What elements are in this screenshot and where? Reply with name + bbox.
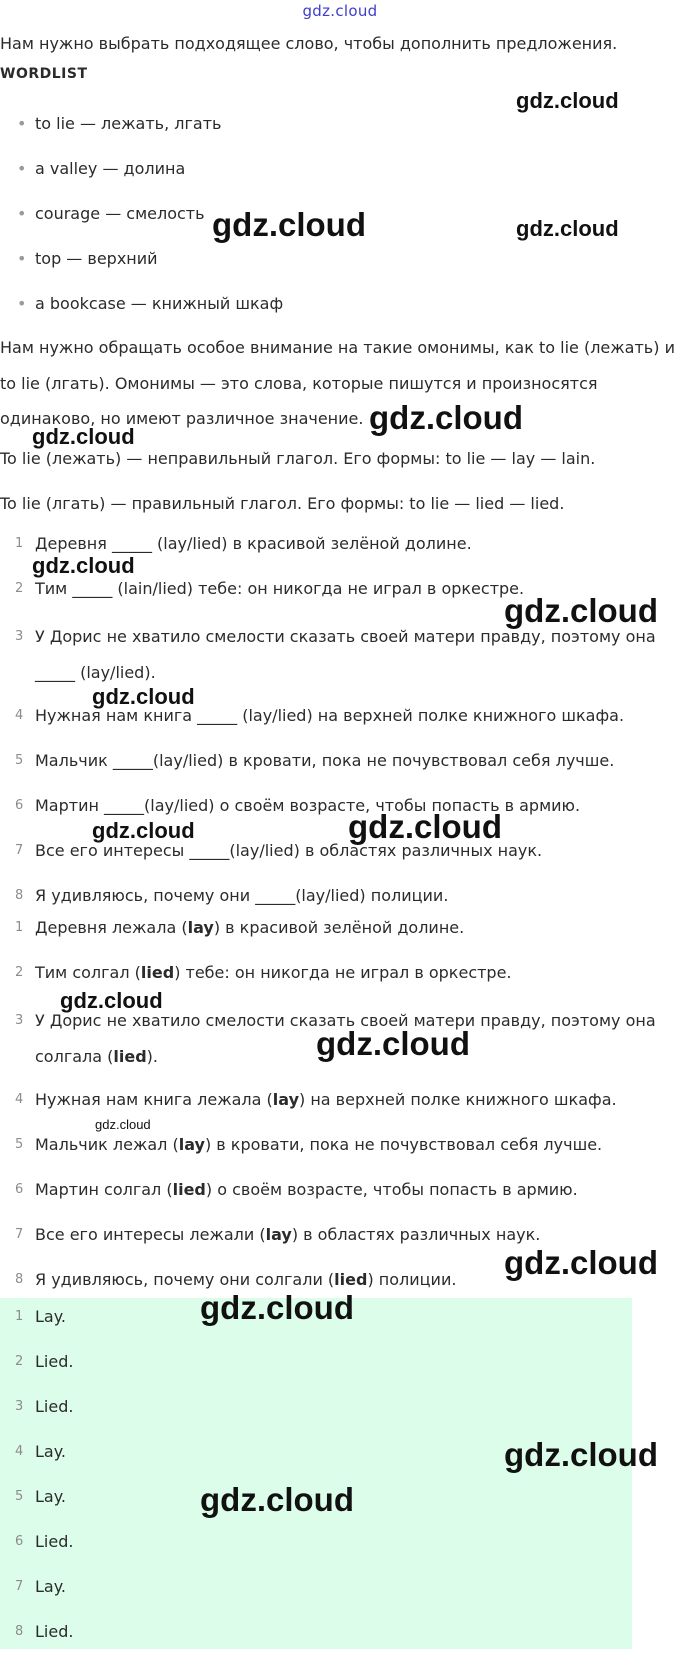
solution-text: ) о своём возрасте, чтобы попасть в армию. — [205, 1180, 578, 1199]
item-number: 2 — [15, 965, 24, 980]
bullet-icon: • — [17, 159, 27, 178]
solution-text: ). — [146, 1046, 158, 1066]
bullet-icon: • — [17, 204, 27, 223]
short-answer-item — [0, 1572, 680, 1602]
watermark: gdz.cloud — [60, 988, 163, 1013]
watermark: gdz.cloud — [516, 88, 619, 113]
short-answer-text: Lay. — [35, 1307, 66, 1326]
watermark: gdz.cloud — [369, 399, 523, 436]
solution-text: Я удивляюсь, почему они солгали ( — [35, 1270, 335, 1289]
watermark: gdz.cloud — [516, 216, 619, 241]
solution-item — [0, 958, 680, 988]
item-number: 2 — [15, 1354, 24, 1369]
intro-text: Нам нужно выбрать подходящее слово, чтобы дополнить предложения. — [0, 34, 618, 53]
solution-answer: lied — [113, 1046, 147, 1066]
short-answer-text: Lied. — [35, 1352, 74, 1371]
item-number: 6 — [15, 1182, 24, 1197]
task-item — [0, 791, 680, 821]
item-number: 7 — [15, 1227, 24, 1242]
item-number: 8 — [15, 1272, 24, 1287]
watermark: gdz.cloud — [32, 553, 135, 578]
solution-answer: lied — [140, 963, 175, 982]
wordlist-item — [0, 154, 283, 199]
short-answer-item — [0, 1347, 680, 1377]
item-number: 6 — [15, 798, 24, 813]
item-number: 2 — [15, 581, 24, 596]
short-answer-text: Lied. — [35, 1397, 74, 1416]
watermark: gdz.cloud — [212, 206, 366, 243]
item-number: 1 — [15, 920, 24, 935]
task-item — [0, 746, 680, 776]
solution-text: Тим солгал ( — [35, 963, 141, 982]
solution-answer: lied — [334, 1270, 368, 1289]
item-number: 7 — [15, 1579, 24, 1594]
item-number: 5 — [15, 1137, 24, 1152]
task-text: Деревня _____ (lay/lied) в красивой зелёной долине. — [35, 534, 472, 553]
solution-item — [0, 1085, 680, 1115]
short-answer-item — [0, 1392, 680, 1422]
item-number: 4 — [15, 1092, 24, 1107]
item-number: 5 — [15, 1489, 24, 1504]
item-number: 3 — [15, 629, 24, 644]
task-text: Мартин _____(lay/lied) о своём возрасте, чтобы попасть в армию. — [35, 796, 581, 815]
rule-lie-lied: To lie (лгать) — правильный глагол. Его формы: to lie — lied — lied. — [0, 494, 565, 513]
solution-answer: lay — [265, 1225, 292, 1244]
watermark: gdz.cloud — [95, 1117, 151, 1132]
watermark: gdz.cloud — [348, 808, 502, 845]
solution-text: ) полиции. — [367, 1270, 457, 1289]
short-answer-text: Lay. — [35, 1487, 66, 1506]
task-text: Все его интересы _____(lay/lied) в областях различных наук. — [35, 841, 543, 860]
watermark: gdz.cloud — [504, 1244, 658, 1281]
item-number: 7 — [15, 843, 24, 858]
solution-text: Все его интересы лежали ( — [35, 1225, 266, 1244]
site-logo[interactable]: gdz.cloud — [302, 2, 378, 20]
watermark: gdz.cloud — [200, 1289, 354, 1326]
short-answer-text: Lied. — [35, 1622, 74, 1641]
solution-item — [0, 1175, 680, 1205]
watermark: gdz.cloud — [32, 424, 135, 449]
wordlist-item — [0, 289, 283, 334]
task-text: Мальчик _____(lay/lied) в кровати, пока не почувствовал себя лучше. — [35, 751, 615, 770]
wordlist-item-text: a bookcase — книжный шкаф — [35, 294, 284, 313]
item-number: 3 — [15, 1013, 24, 1028]
bullet-icon: • — [17, 114, 27, 133]
item-number: 6 — [15, 1534, 24, 1549]
solution-text: ) на верхней полке книжного шкафа. — [299, 1090, 617, 1109]
short-answer-text: Lied. — [35, 1532, 74, 1551]
short-answer-item — [0, 1617, 680, 1647]
wordlist-item-text: top — верхний — [35, 249, 158, 268]
item-number: 4 — [15, 1444, 24, 1459]
short-answer-item — [0, 1527, 680, 1557]
item-number: 1 — [15, 536, 24, 551]
item-number: 8 — [15, 1624, 24, 1639]
task-text: Тим _____ (lain/lied) тебе: он никогда не играл в оркестре. — [35, 579, 525, 598]
watermark: gdz.cloud — [504, 1436, 658, 1473]
item-number: 5 — [15, 753, 24, 768]
watermark: gdz.cloud — [92, 818, 195, 843]
solution-answer: lay — [178, 1135, 205, 1154]
solution-item — [0, 913, 680, 943]
watermark: gdz.cloud — [92, 684, 195, 709]
item-number: 3 — [15, 1399, 24, 1414]
watermark: gdz.cloud — [200, 1481, 354, 1518]
item-number: 8 — [15, 888, 24, 903]
wordlist-item-text: a valley — долина — [35, 159, 186, 178]
watermark: gdz.cloud — [316, 1025, 470, 1062]
solution-text: ) тебе: он никогда не играл в оркестре. — [174, 963, 512, 982]
item-number: 4 — [15, 708, 24, 723]
watermark: gdz.cloud — [504, 592, 658, 629]
solution-text: Деревня лежала ( — [35, 918, 188, 937]
bullet-icon: • — [17, 249, 27, 268]
task-text: Я удивляюсь, почему они _____(lay/lied) полиции. — [35, 886, 449, 905]
task-text: Нужная нам книга _____ (lay/lied) на верхней полке книжного шкафа. — [35, 706, 625, 725]
task-text: У Дорис не хватило смелости сказать своей матери правду, поэтому она _____ (lay/lied). — [35, 627, 656, 682]
solution-answer: lay — [187, 918, 214, 937]
wordlist-heading: WORDLIST — [0, 66, 88, 82]
item-number: 1 — [15, 1309, 24, 1324]
short-answer-text: Lay. — [35, 1442, 66, 1461]
solution-text: ) в красивой зелёной долине. — [213, 918, 465, 937]
solution-text: Мальчик лежал ( — [35, 1135, 179, 1154]
rule-lie-lay: To lie (лежать) — неправильный глагол. Его формы: to lie — lay — lain. — [0, 449, 596, 468]
bullet-icon: • — [17, 294, 27, 313]
wordlist-item — [0, 244, 283, 289]
short-answer-text: Lay. — [35, 1577, 66, 1596]
solution-answer: lay — [272, 1090, 299, 1109]
wordlist-item-text: to lie — лежать, лгать — [35, 114, 222, 133]
solution-text: Нужная нам книга лежала ( — [35, 1090, 273, 1109]
solution-item — [0, 1130, 680, 1160]
task-list — [0, 529, 680, 926]
wordlist-item-text: courage — смелость — [35, 204, 205, 223]
solution-text: ) в кровати, пока не почувствовал себя лучше. — [204, 1135, 603, 1154]
solution-text: У Дорис не хватило смелости сказать своей матери правду, поэтому она солгала ( — [35, 1011, 656, 1066]
solution-text: ) в областях различных наук. — [291, 1225, 541, 1244]
task-item — [0, 881, 680, 911]
solution-text: Мартин солгал ( — [35, 1180, 173, 1199]
wordlist-item — [0, 109, 283, 154]
homonym-note: Нам нужно обращать особое внимание на такие омонимы, как to lie (лежать) и to lie (лгать). Омонимы — это слова, которые пишутся и произносятся одинаково, но имеют различное значение. — [0, 338, 675, 428]
solution-answer: lied — [172, 1180, 206, 1199]
